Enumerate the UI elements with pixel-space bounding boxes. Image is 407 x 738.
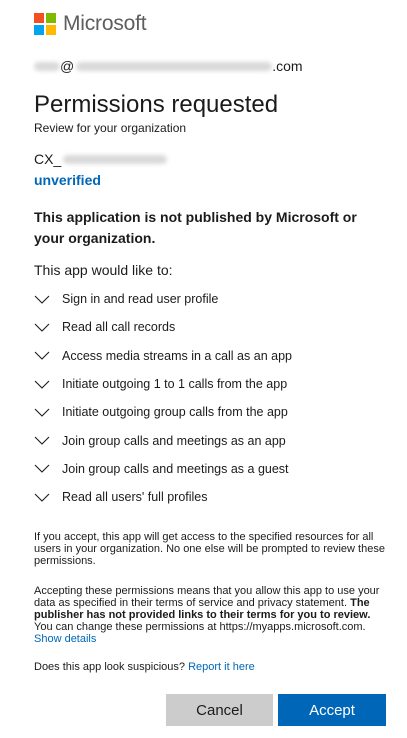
account-at-sign: @	[60, 58, 75, 74]
page-title: Permissions requested	[34, 91, 279, 118]
permission-label: Access media streams in a call as an app	[62, 348, 292, 363]
permissions-list	[34, 285, 374, 511]
consent-text: If you accept, this app will get access to the specified resources for all users in your organization. No one else will be prompted to review these permissions.	[34, 531, 385, 567]
suspicious-question: Does this app look suspicious?	[34, 661, 189, 673]
account-domain-suffix: .com	[272, 58, 303, 74]
suspicious-prompt	[34, 661, 255, 673]
account-email	[34, 58, 303, 74]
chevron-down-icon	[34, 294, 50, 304]
chevron-down-icon	[34, 322, 50, 332]
permission-item[interactable]	[34, 483, 374, 511]
accept-button[interactable]: Accept	[278, 694, 386, 726]
permission-item[interactable]	[34, 313, 374, 341]
permission-item[interactable]	[34, 426, 374, 454]
unverified-link[interactable]: unverified	[34, 172, 101, 188]
permission-item[interactable]	[34, 285, 374, 313]
publisher-warning: This application is not published by Microsoft or your organization.	[34, 209, 357, 246]
terms-text-part2: You can change these permissions at https://myapps.microsoft.com.	[34, 621, 366, 633]
permission-label: Join group calls and meetings as a guest	[62, 461, 289, 476]
permission-label: Sign in and read user profile	[62, 292, 219, 307]
microsoft-logo-icon	[34, 13, 56, 35]
cancel-button[interactable]: Cancel	[166, 694, 273, 726]
redacted-app-name	[63, 155, 167, 164]
redacted-username	[34, 62, 60, 71]
permission-label: Join group calls and meetings as an app	[62, 433, 286, 448]
permission-label: Read all users' full profiles	[62, 490, 208, 505]
app-name-prefix: CX_	[34, 151, 62, 167]
chevron-down-icon	[34, 351, 50, 361]
app-name	[34, 151, 167, 167]
chevron-down-icon	[34, 436, 50, 446]
logo-text: Microsoft	[63, 11, 147, 35]
redacted-domain	[76, 62, 272, 71]
permission-item[interactable]	[34, 370, 374, 398]
show-details-link[interactable]: Show details	[34, 633, 97, 645]
report-link[interactable]: Report it here	[188, 661, 255, 673]
terms-text-part1: Accepting these permissions means that you allow this app to use your data as specified in their terms of service and privacy statement.	[34, 585, 380, 609]
chevron-down-icon	[34, 379, 50, 389]
permission-item[interactable]	[34, 455, 374, 483]
permission-label: Initiate outgoing 1 to 1 calls from the app	[62, 377, 288, 392]
microsoft-logo	[34, 12, 146, 35]
permission-item[interactable]	[34, 342, 374, 370]
chevron-down-icon	[34, 464, 50, 474]
terms-text	[34, 585, 389, 645]
permission-label: Read all call records	[62, 320, 176, 335]
permissions-intro: This app would like to:	[34, 262, 173, 278]
page-subtitle: Review for your organization	[34, 121, 187, 135]
chevron-down-icon	[34, 407, 50, 417]
terms-warning-bold: The publisher has not provided links to their terms for you to review.	[34, 597, 371, 621]
permission-item[interactable]	[34, 398, 374, 426]
permission-label: Initiate outgoing group calls from the app	[62, 405, 288, 420]
chevron-down-icon	[34, 492, 50, 502]
